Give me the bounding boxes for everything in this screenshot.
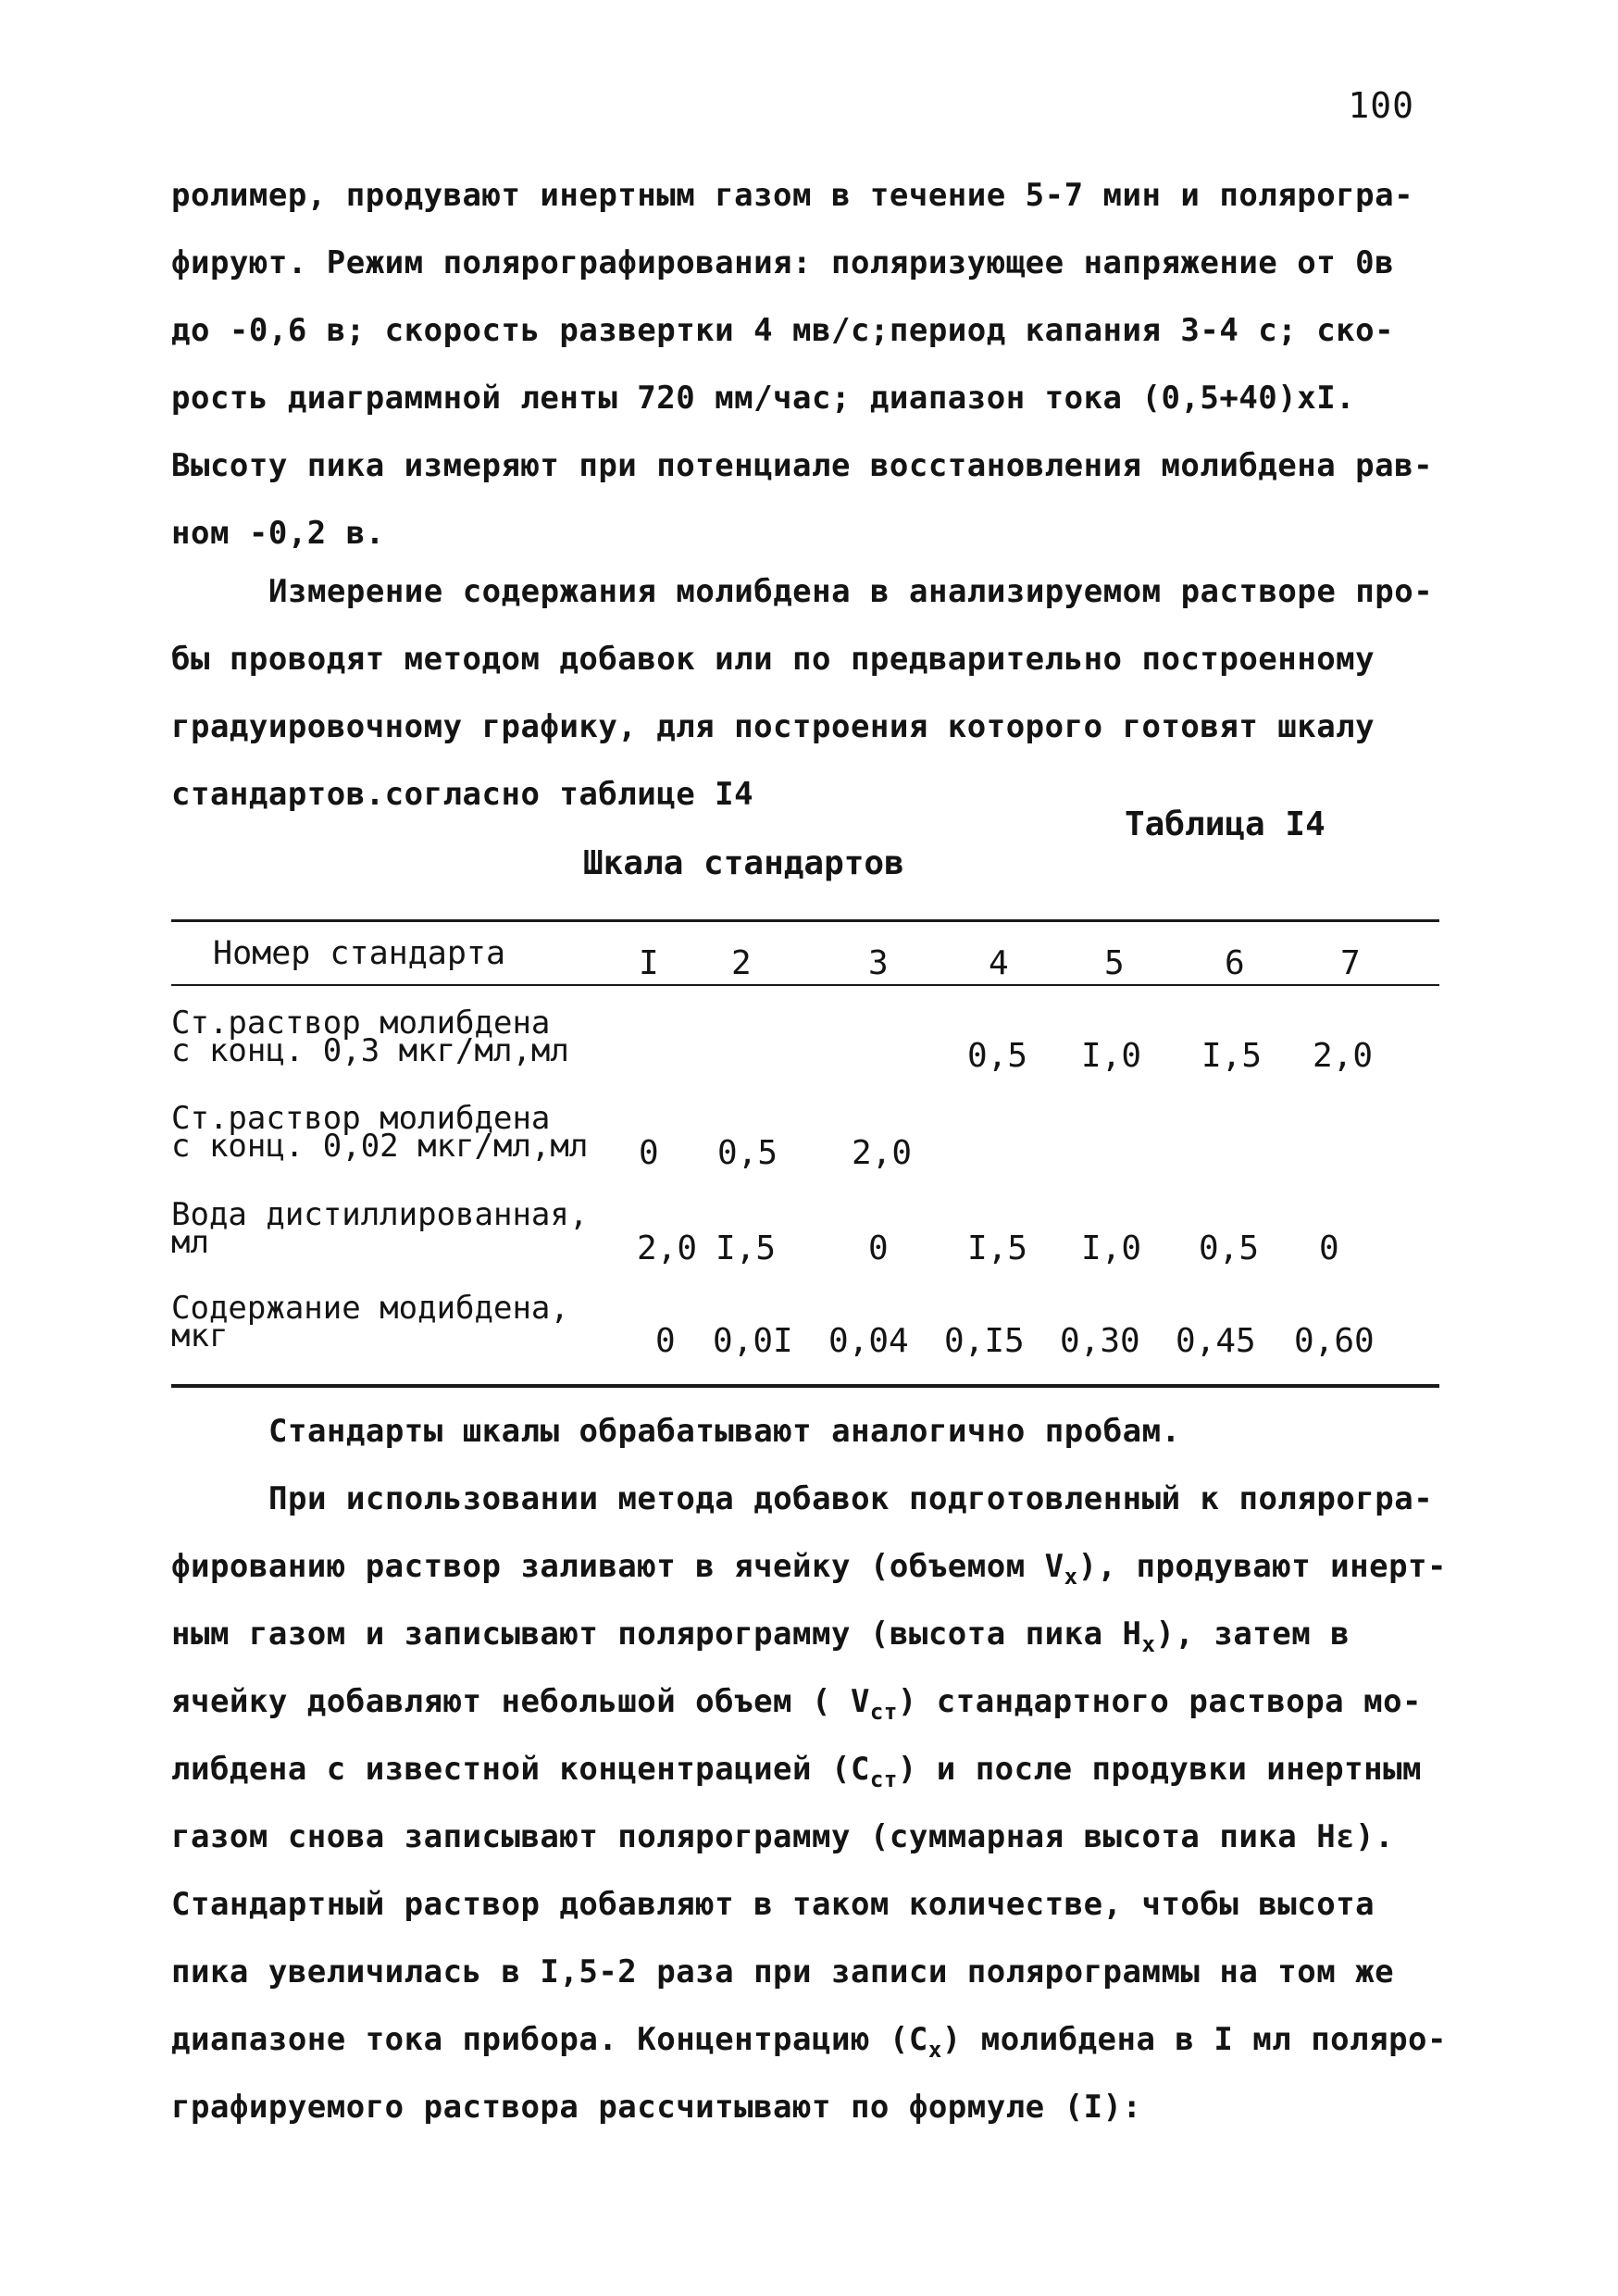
- table-row-label: [171, 1004, 634, 1069]
- text-fragment: ) стандартного раствора мо-: [897, 1683, 1423, 1720]
- table-row-label: [171, 1290, 634, 1354]
- text-line: бы проводят методом добавок или по предварительно построенному: [171, 641, 1375, 678]
- table-label: Таблица I4: [1125, 805, 1326, 843]
- row-label-line: Ст.раствор молибдена: [171, 1004, 551, 1042]
- table-title: Шкала стандартов: [583, 844, 904, 882]
- table-cell: 2,0: [1313, 1037, 1374, 1075]
- table-cell: 0: [655, 1322, 676, 1360]
- table-cell: 0: [1319, 1229, 1339, 1267]
- column-header: 5: [1104, 944, 1125, 982]
- table-cell: 0,5: [717, 1134, 778, 1172]
- paragraph-measurement: [171, 558, 1458, 829]
- text-line: При использовании метода добавок подготовленный к полярогра-: [268, 1480, 1434, 1517]
- column-header: 3: [868, 944, 889, 982]
- text-line: [171, 1668, 1458, 1736]
- text-line: [171, 1736, 1458, 1803]
- subscript: ст: [869, 1766, 898, 1792]
- text-line: ном -0,2 в.: [171, 515, 385, 552]
- text-fragment: ячейку добавляют небольшой объем ( V: [171, 1683, 870, 1720]
- text-fragment: диапазоне тока прибора. Концентрацию (C: [171, 2021, 928, 2058]
- column-header: I: [639, 944, 659, 982]
- page-number: 100: [1348, 85, 1414, 126]
- text-line: стандартов.согласно таблице I4: [171, 776, 754, 813]
- table-cell: 0,0I: [713, 1322, 793, 1360]
- table-cell: 2,0: [852, 1134, 913, 1172]
- text-line: [171, 1601, 1458, 1668]
- table-cell: I,5: [716, 1229, 777, 1267]
- row-label-line: с конц. 0,3 мкг/мл,мл: [171, 1032, 569, 1069]
- paragraph-standards-note: [171, 1398, 1458, 1466]
- text-line: Высоту пика измеряют при потенциале восстановления молибдена рав-: [171, 447, 1434, 484]
- table-cell: 0,30: [1060, 1322, 1140, 1360]
- table-cell: I,5: [967, 1229, 1028, 1267]
- table-cell: I,5: [1201, 1037, 1263, 1075]
- table-row-label: [171, 1196, 634, 1261]
- table-cell: 0,45: [1176, 1322, 1256, 1360]
- column-header: 2: [731, 944, 752, 982]
- table-row-label: [171, 1100, 634, 1165]
- text-fragment: фированию раствор заливают в ячейку (объемом V: [171, 1548, 1064, 1585]
- paragraph-polarography-mode: [171, 162, 1458, 568]
- subscript: ст: [869, 1699, 898, 1725]
- table-cell: 0: [639, 1134, 659, 1172]
- table-cell: 0,04: [828, 1322, 909, 1360]
- subscript: x: [1064, 1564, 1078, 1590]
- text-line: ролимер, продувают инертным газом в течение 5-7 мин и полярогра-: [171, 177, 1414, 214]
- table-cell: I,0: [1081, 1229, 1142, 1267]
- row-label-line: с конц. 0,02 мкг/мл,мл: [171, 1128, 589, 1165]
- table-cell: 0: [868, 1229, 889, 1267]
- column-header: 6: [1225, 944, 1245, 982]
- text-fragment: ) и после продувки инертным: [897, 1751, 1423, 1788]
- row-label-line: Вода дистиллированная,: [171, 1196, 589, 1233]
- table-cell: 0,5: [1199, 1229, 1260, 1267]
- table-top-rule: [171, 919, 1439, 922]
- row-label-line: мкг: [171, 1317, 229, 1354]
- table-cell: I,0: [1081, 1037, 1142, 1075]
- text-fragment: ), продувают инерт-: [1077, 1548, 1447, 1585]
- column-header: 7: [1340, 944, 1361, 982]
- table-header-label: Номер стандарта: [213, 935, 506, 972]
- text-line: газом снова записывают полярограмму (суммарная высота пика Hε).: [171, 1818, 1395, 1855]
- text-line: до -0,6 в; скорость развертки 4 мв/с;период капания 3-4 с; ско-: [171, 312, 1395, 349]
- text-line: [171, 1533, 1458, 1601]
- table-cell: 0,I5: [944, 1322, 1025, 1360]
- text-line: Стандарты шкалы обрабатывают аналогично пробам.: [268, 1413, 1181, 1450]
- subscript: x: [1141, 1631, 1156, 1657]
- column-header: 4: [989, 944, 1009, 982]
- text-fragment: ) молибдена в I мл поляро-: [941, 2021, 1447, 2058]
- table-bottom-rule: [171, 1384, 1439, 1388]
- text-line: пика увеличилась в I,5-2 раза при записи полярограммы на том же: [171, 1953, 1395, 1990]
- text-line: фируют. Режим полярографирования: поляризующее напряжение от 0в: [171, 244, 1395, 281]
- text-line: рость диаграммной ленты 720 мм/час; диапазон тока (0,5+40)xI.: [171, 380, 1356, 417]
- text-line: Измерение содержания молибдена в анализируемом растворе про-: [268, 573, 1434, 610]
- subscript: x: [927, 2037, 942, 2063]
- row-label-line: мл: [171, 1224, 209, 1261]
- table-cell: 0,60: [1294, 1322, 1375, 1360]
- text-line: графируемого раствора рассчитывают по формуле (I):: [171, 2089, 1142, 2126]
- row-label-line: Ст.раствор молибдена: [171, 1100, 551, 1137]
- text-fragment: либдена с известной концентрацией (C: [171, 1751, 870, 1788]
- row-label-line: Содержание модибдена,: [171, 1290, 569, 1327]
- text-fragment: ), затем в: [1155, 1616, 1350, 1653]
- text-fragment: ным газом и записывают полярограмму (высота пика H: [171, 1616, 1142, 1653]
- table-cell: 0,5: [967, 1037, 1028, 1075]
- table-cell: 2,0: [637, 1229, 698, 1267]
- table-header-rule: [171, 984, 1439, 986]
- text-line: [171, 2006, 1458, 2074]
- text-line: Стандартный раствор добавляют в таком количестве, чтобы высота: [171, 1886, 1375, 1923]
- paragraph-addition-method: [171, 1466, 1458, 2141]
- text-line: градуировочному графику, для построения которого готовят шкалу: [171, 708, 1375, 745]
